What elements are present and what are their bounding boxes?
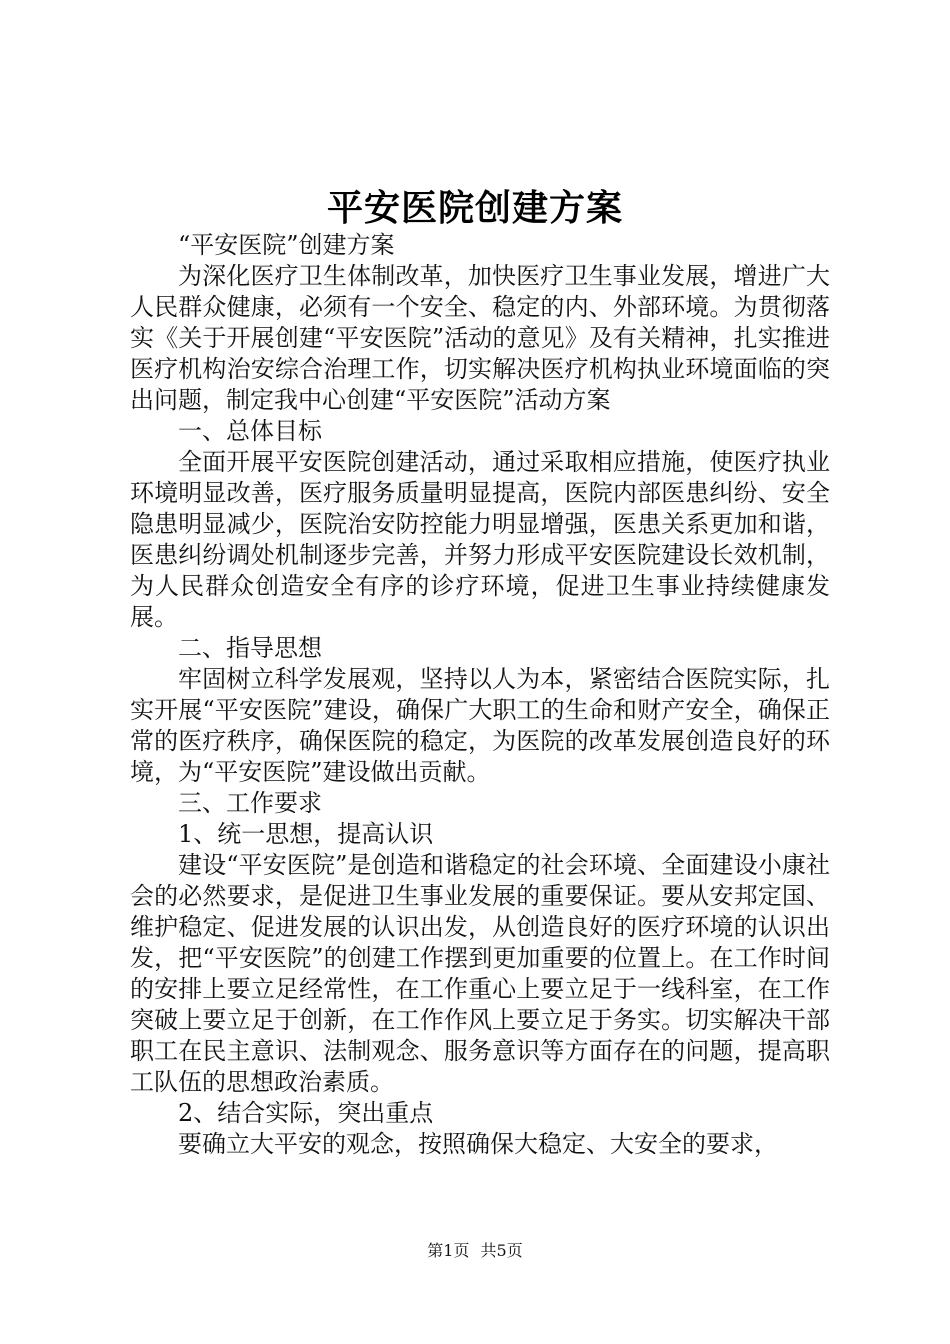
document-body — [130, 230, 830, 1160]
subsection-heading-1: 1、统一思想，提高认识 — [178, 820, 434, 848]
section-heading-goals: 一、总体目标 — [178, 417, 322, 445]
paragraph-intro: 为深化医疗卫生体制改革，加快医疗卫生事业发展，增进广大人民群众健康，必须有一个安全、稳定的内、外部环境。为贯彻落实《关于开展创建“平安医院”活动的意见》及有关精神，扎实推进医疗机构治安综合治理工作，切实解决医疗机构执业环境面临的突出问题，制定我中心创建“平安医院”活动方案 — [130, 262, 830, 414]
paragraph-requirement-1: 建设“平安医院”是创造和谐稳定的社会环境、全面建设小康社会的必然要求，是促进卫生事业发展的重要保证。要从安邦定国、维护稳定、促进发展的认识出发，从创造良好的医疗环境的认识出发，把“平安医院”的创建工作摆到更加重要的位置上。在工作时间的安排上要立足经常性，在工作重心上要立足于一线科室，在工作突破上要立足于创新，在工作作风上要立足于务实。切实解决干部职工在民主意识、法制观念、服务意识等方面存在的问题，提高职工队伍的思想政治素质。 — [130, 851, 830, 1096]
paragraph-subtitle: “平安医院”创建方案 — [178, 231, 395, 259]
section-heading-requirements: 三、工作要求 — [178, 789, 322, 817]
page-number: 第1页 — [427, 1241, 470, 1260]
section-heading-guiding-thought: 二、指导思想 — [178, 634, 322, 662]
page-total: 共5页 — [480, 1241, 523, 1260]
document-title: 平安医院创建方案 — [326, 187, 623, 229]
page-footer — [0, 1240, 950, 1262]
paragraph-guiding-thought: 牢固树立科学发展观，坚持以人为本，紧密结合医院实际，扎实开展“平安医院”建设，确保广大职工的生命和财产安全，确保正常的医疗秩序，确保医院的稳定，为医院的改革发展创造良好的环境，为“平安医院”建设做出贡献。 — [130, 665, 830, 786]
paragraph-requirement-2: 要确立大平安的观念，按照确保大稳定、大安全的要求， — [178, 1130, 778, 1158]
paragraph-goals: 全面开展平安医院创建活动，通过采取相应措施，使医疗执业环境明显改善，医疗服务质量明显提高，医院内部医患纠纷、安全隐患明显减少，医院治安防控能力明显增强，医患关系更加和谐，医患纠纷调处机制逐步完善，并努力形成平安医院建设长效机制，为人民群众创造安全有序的诊疗环境，促进卫生事业持续健康发展。 — [130, 448, 830, 631]
subsection-heading-2: 2、结合实际，突出重点 — [178, 1099, 434, 1127]
